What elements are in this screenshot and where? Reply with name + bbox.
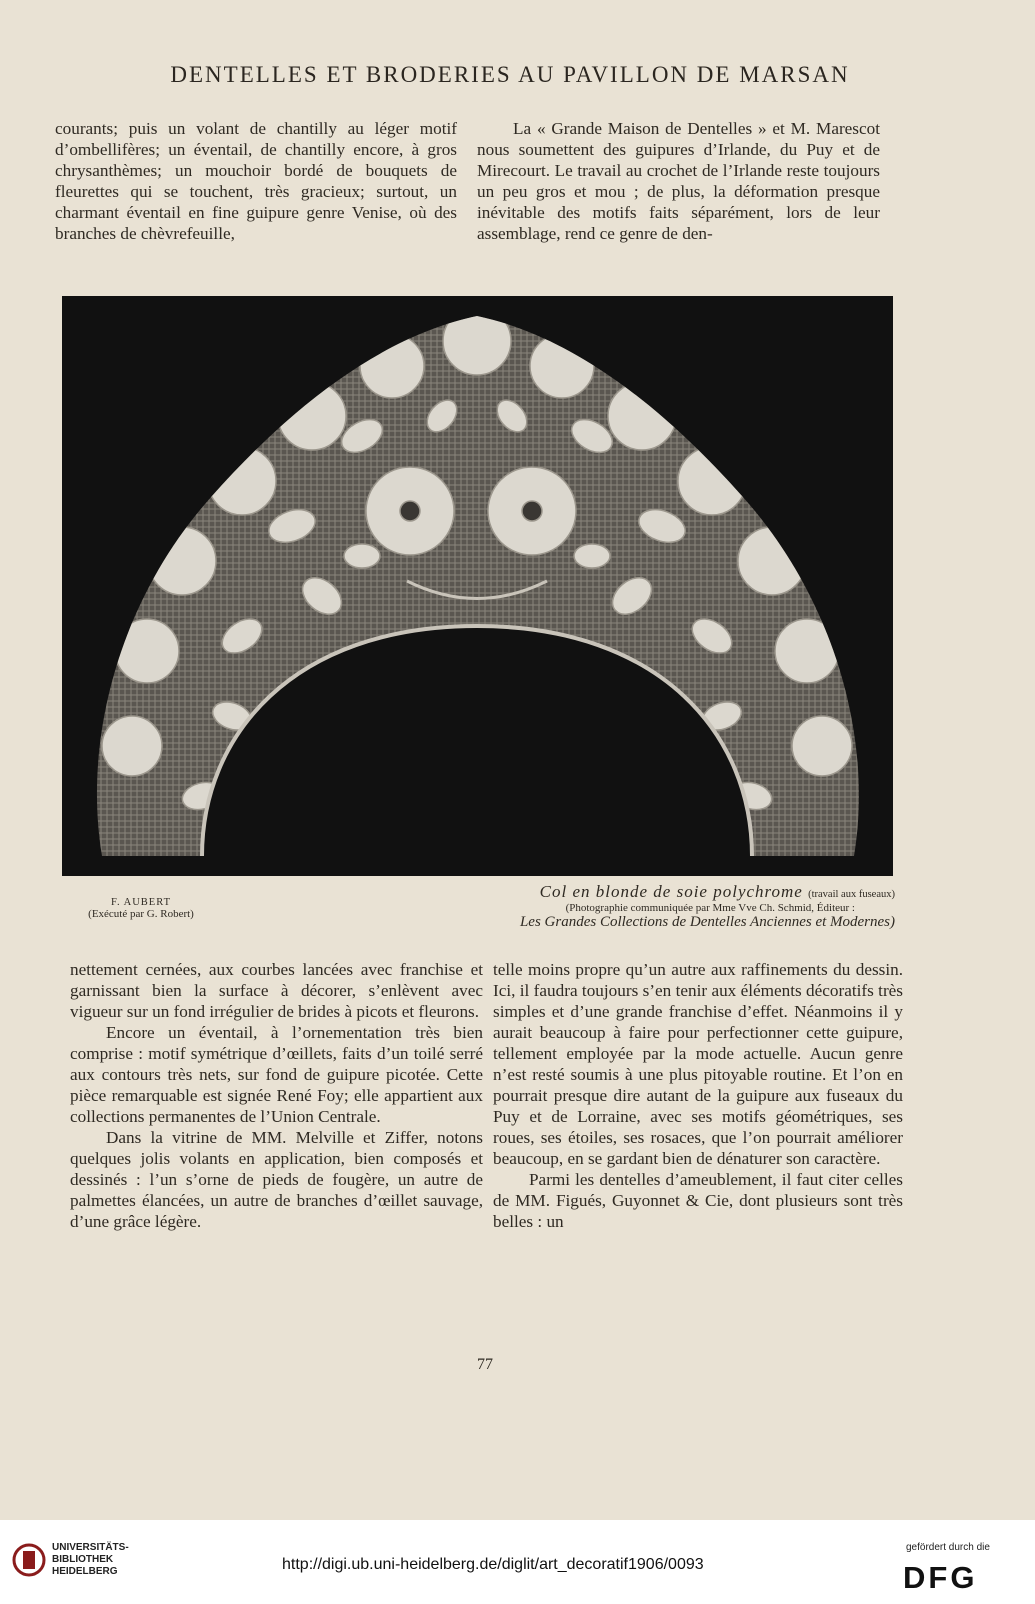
caption-title: Col en blonde de soie polychrome: [539, 882, 803, 901]
dfg-logo[interactable]: DFG: [903, 1560, 978, 1595]
caption-photo-credit: (Photographie communiquée par Mme Vve Ch. Schmid, Éditeur :: [565, 902, 855, 914]
text-column-top-left: [55, 118, 457, 244]
paragraph: Dans la vitrine de MM. Melville et Ziffer, notons quelques jolis volants en application, bien composés et dessinés : l’un s’orne de pieds de fougère, un autre de palmettes élancées, un autre de branches d’œillet sauvage, d’une grâce légère.: [70, 1128, 483, 1231]
figure-executed-by: (Exécuté par G. Robert): [88, 908, 194, 920]
library-seal-icon: [12, 1542, 46, 1582]
paragraph: Parmi les dentelles d’ameublement, il faut citer celles de MM. Figués, Guyonnet & Cie, dont plusieurs sont très belles : un: [493, 1170, 903, 1231]
caption-technique: (travail aux fuseaux): [808, 889, 895, 900]
paragraph: courants; puis un volant de chantilly au léger motif d’ombellifères; un éventail, de chantilly encore, à gros chrysanthèmes; un mouchoir bordé de bouquets de fleurettes qui se touchent, très gracieux; surtout, un charmant éventail en fine guipure genre Venise, où des branches de chèvrefeuille,: [55, 119, 457, 243]
funding-label: gefördert durch die: [906, 1542, 990, 1553]
figure-caption: [400, 882, 895, 931]
caption-source: Les Grandes Collections de Dentelles Anciennes et Modernes): [519, 914, 895, 930]
lace-collar-illustration: [62, 296, 893, 876]
page-number: 77: [477, 1356, 493, 1373]
text-column-bottom-left: [70, 959, 483, 1232]
library-name[interactable]: UNIVERSITÄTS- BIBLIOTHEK HEIDELBERG: [52, 1542, 129, 1577]
paragraph: La « Grande Maison de Dentelles » et M. Marescot nous soumettent des guipures d’Irlande, du Puy et de Mirecourt. Le travail au crochet de l’Irlande reste toujours un peu gros et mou ; de plus, la déformation presque inévitable des motifs faits séparément, lors de leur assemblage, rend ce genre de den-: [477, 119, 880, 243]
paragraph: Encore un éventail, à l’ornementation très bien comprise : motif symétrique d’œillets, faits d’un toilé serré aux contours très nets, sur fond de guipure picotée. Cette pièce remarquable est signée René Foy; elle appartient aux collections permanentes de l’Union Centrale.: [70, 1023, 483, 1126]
viewer-footer: [0, 1520, 1035, 1604]
text-column-bottom-right: [493, 959, 903, 1232]
figure-artist: F. AUBERT: [110, 897, 172, 908]
paragraph: telle moins propre qu’un autre aux raffinements du dessin. Ici, il faudra toujours s’en tenir aux éléments décoratifs très simples et d’une grande franchise d’effet. Néanmoins il y aurait beaucoup à faire pour perfectionner cette guipure, tellement employée par la mode actuelle. Aucun genre n’est resté soumis à une plus pitoyable routine. Et l’on en pourrait presque dire autant de la guipure aux fuseaux du Puy et de Lorraine, avec ses motifs géométriques, ses roues, ses étoiles, ses rosaces, que l’on pourrait améliorer beaucoup, en se gardant bien de dénaturer son caractère.: [493, 960, 903, 1168]
figure-credit: [56, 897, 226, 920]
paragraph: nettement cernées, aux courbes lancées avec franchise et garnissant bien la surface à décorer, s’enlèvent avec vigueur sur un fond irrégulier de brides à picots et fleurons.: [70, 960, 483, 1021]
permalink-url[interactable]: http://digi.ub.uni-heidelberg.de/diglit/art_decoratif1906/0093: [282, 1556, 704, 1573]
running-header: DENTELLES ET BRODERIES AU PAVILLON DE MARSAN: [170, 62, 850, 87]
lace-collar-photograph: [62, 296, 893, 876]
text-column-top-right: [477, 118, 880, 244]
